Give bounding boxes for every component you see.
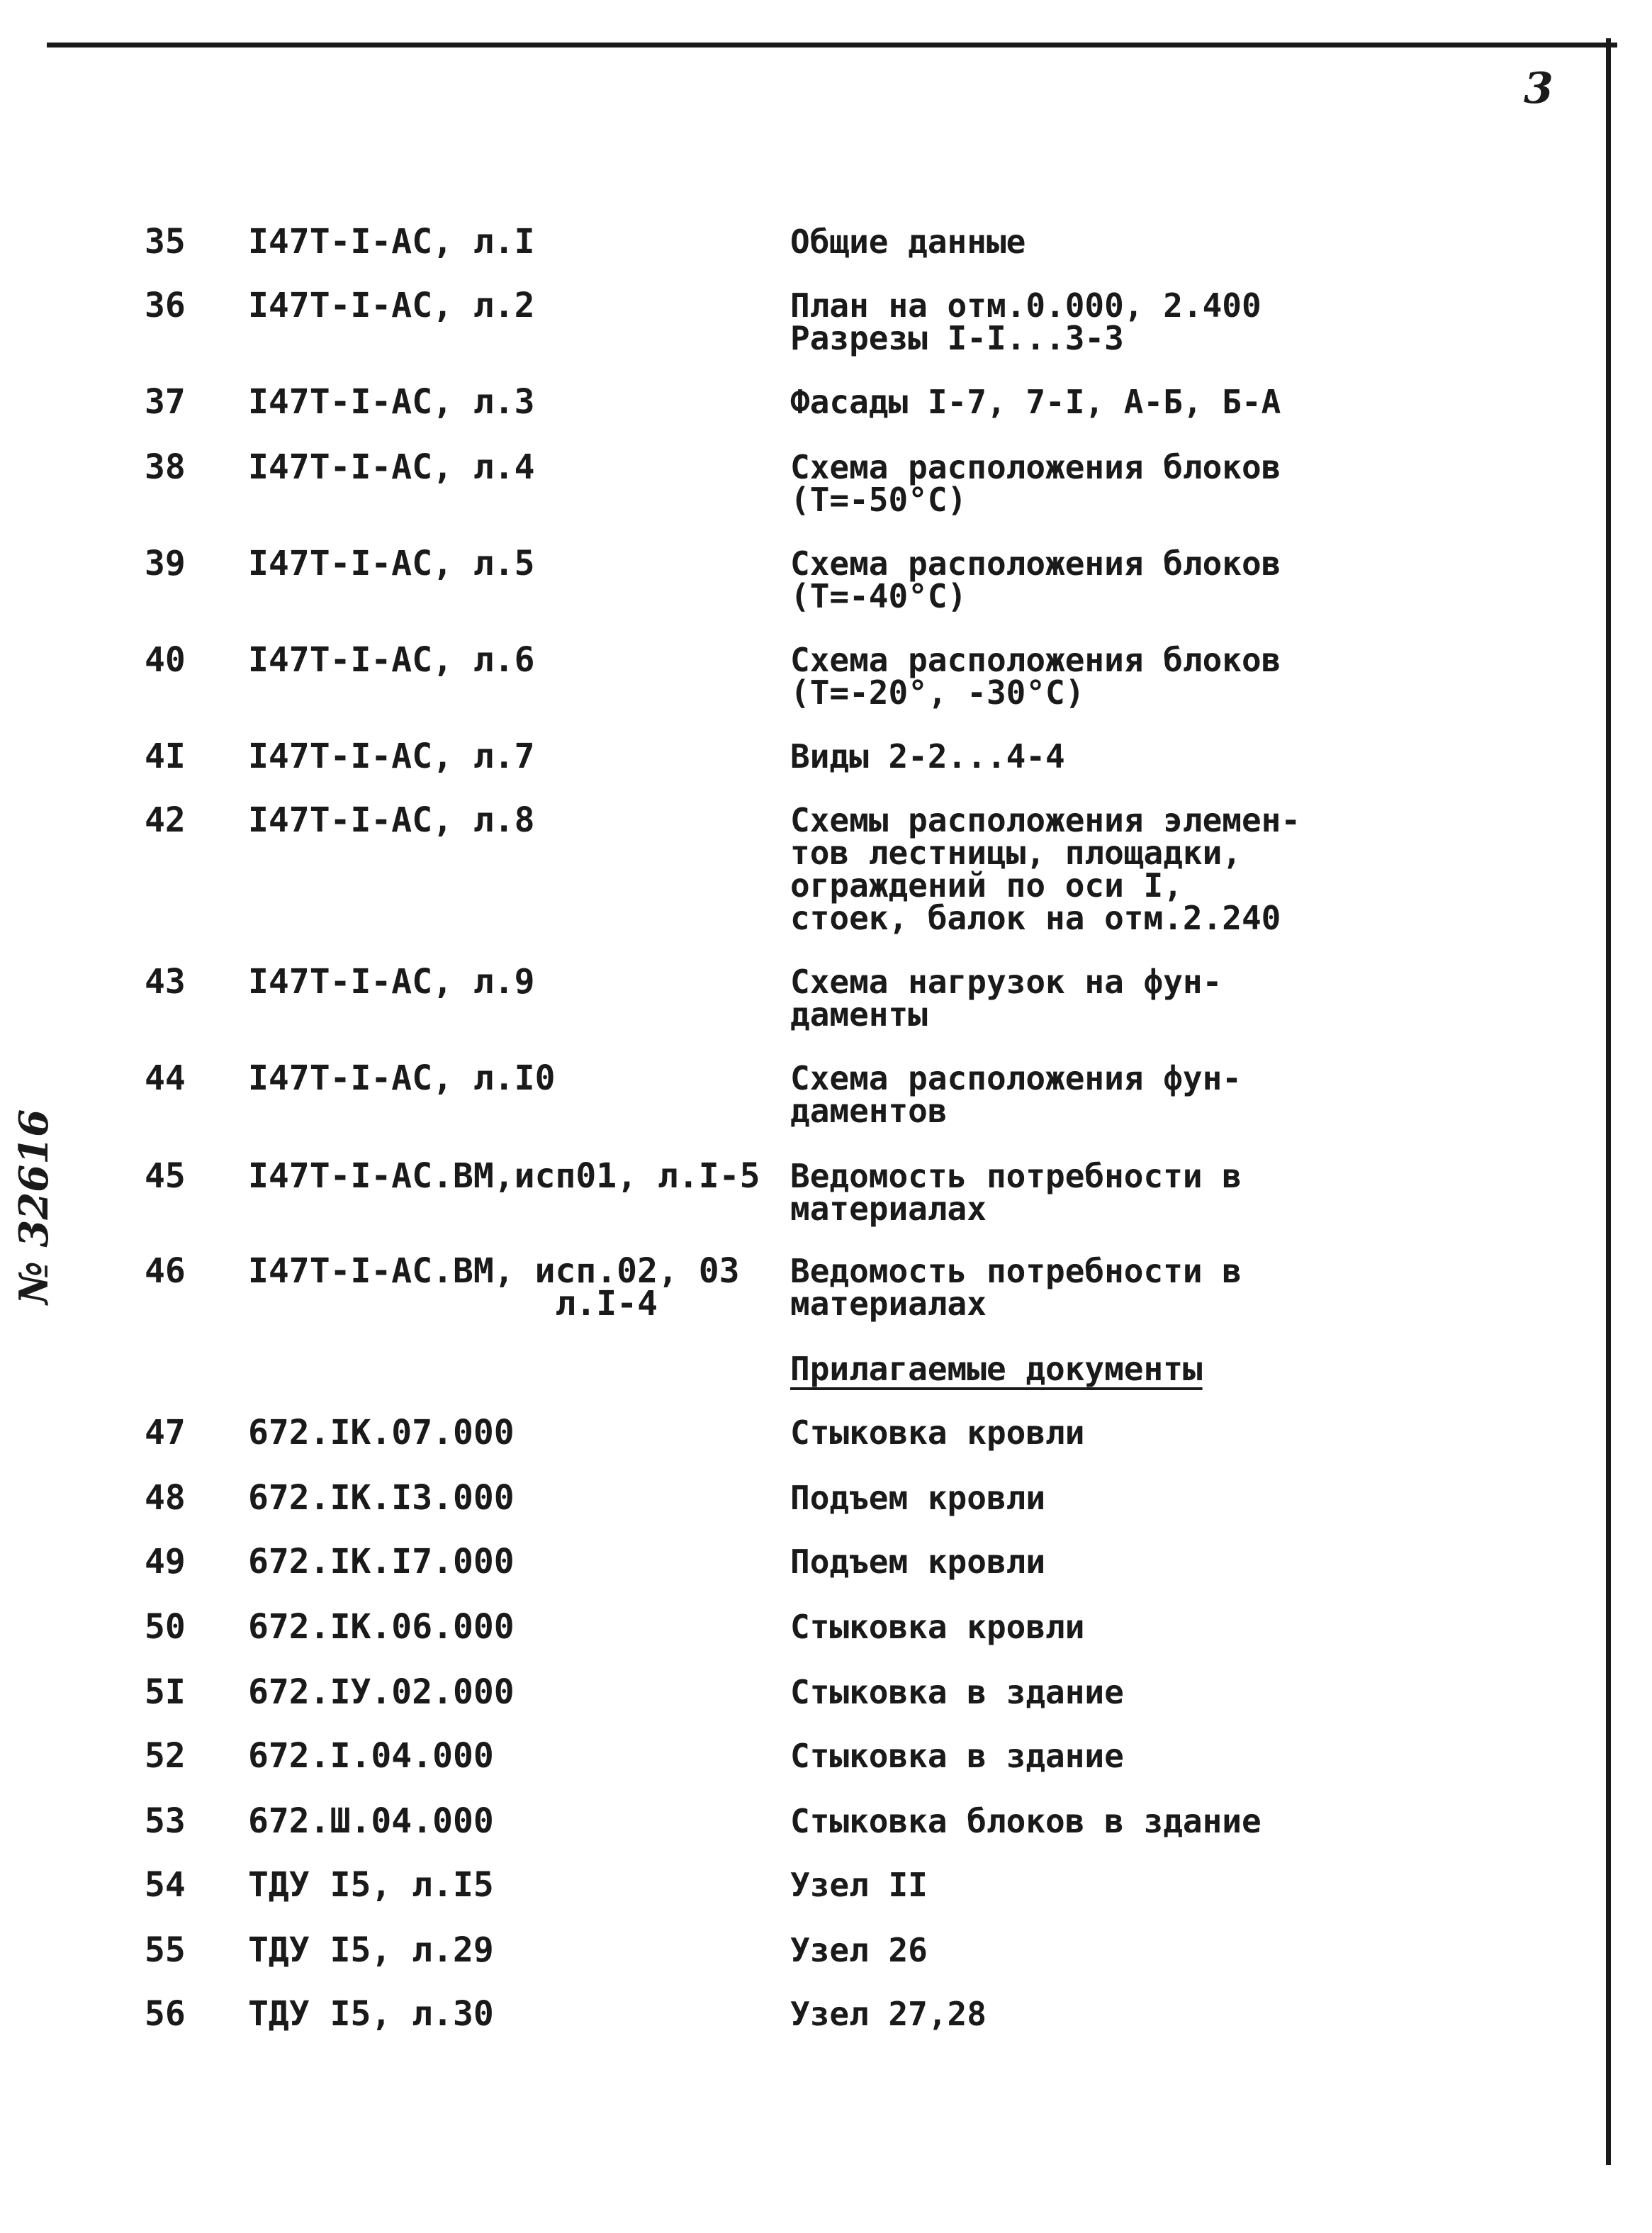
frame-right-border bbox=[1606, 38, 1611, 2165]
item-description: Виды 2-2...4-4 bbox=[790, 737, 1065, 776]
item-code: I47T-I-AC.BM, исп.02, 03 л.I-4 bbox=[248, 1251, 740, 1323]
item-code: I47T-I-AC.BM,исп01, л.I-5 bbox=[248, 1156, 760, 1196]
item-description: Схема расположения блоков (T=-20°, -30°C) bbox=[790, 641, 1281, 712]
item-number: 4I bbox=[145, 737, 186, 776]
item-number: 56 bbox=[145, 1994, 186, 2034]
item-code: ТДУ I5, л.I5 bbox=[248, 1865, 494, 1905]
item-description: Подъем кровли bbox=[790, 1479, 1046, 1517]
item-code: I47T-I-AC, л.6 bbox=[248, 640, 535, 680]
item-number: 55 bbox=[145, 1930, 186, 1970]
item-description: Ведомость потребности в материалах bbox=[790, 1157, 1242, 1228]
item-code: I47T-I-AC, л.7 bbox=[248, 737, 535, 776]
item-number: 52 bbox=[145, 1736, 186, 1776]
item-number: 44 bbox=[145, 1058, 186, 1098]
page-number: 3 bbox=[1524, 64, 1553, 113]
item-number: 48 bbox=[145, 1478, 186, 1518]
item-description: Узел 27,28 bbox=[790, 1995, 987, 2033]
item-number: 39 bbox=[145, 544, 186, 583]
item-code: I47T-I-AC, л.5 bbox=[248, 544, 535, 583]
item-code: 672.IK.I3.000 bbox=[248, 1478, 515, 1518]
item-code: 672.IУ.02.000 bbox=[248, 1672, 515, 1712]
item-description: Стыковка кровли bbox=[790, 1414, 1085, 1452]
item-number: 47 bbox=[145, 1413, 186, 1453]
item-number: 49 bbox=[145, 1542, 186, 1582]
item-code: ТДУ I5, л.30 bbox=[248, 1994, 494, 2034]
section-heading: Прилагаемые документы bbox=[790, 1350, 1203, 1388]
item-code: 672.IK.06.000 bbox=[248, 1607, 515, 1647]
item-description: Узел II bbox=[790, 1866, 928, 1904]
item-number: 46 bbox=[145, 1251, 186, 1291]
item-code: I47T-I-AC, л.I0 bbox=[248, 1058, 556, 1098]
item-code: ТДУ I5, л.29 bbox=[248, 1930, 494, 1970]
item-description: План на отм.0.000, 2.400 Разрезы I-I...3-3 bbox=[790, 286, 1262, 357]
item-description: Схема расположения фун- даментов bbox=[790, 1059, 1242, 1130]
item-code: I47T-I-AC, л.3 bbox=[248, 382, 535, 422]
item-description: Стыковка блоков в здание bbox=[790, 1802, 1262, 1840]
item-number: 54 bbox=[145, 1865, 186, 1905]
item-description: Стыковка в здание bbox=[790, 1673, 1124, 1711]
item-number: 37 bbox=[145, 382, 186, 422]
item-description: Ведомость потребности в материалах bbox=[790, 1252, 1242, 1323]
item-description: Схемы расположения элемен- тов лестницы, площадки, ограждений по оси I, стоек, балок на отм.2.240 bbox=[790, 801, 1301, 937]
item-description: Общие данные bbox=[790, 223, 1026, 261]
frame-top-border bbox=[47, 43, 1617, 47]
item-description: Схема нагрузок на фун- даменты bbox=[790, 963, 1223, 1034]
item-code: I47T-I-AC, л.2 bbox=[248, 286, 535, 325]
item-number: 35 bbox=[145, 222, 186, 262]
item-number: 45 bbox=[145, 1156, 186, 1196]
item-code: I47T-I-AC, л.9 bbox=[248, 962, 535, 1002]
item-number: 40 bbox=[145, 640, 186, 680]
item-code: 672.Ш.04.000 bbox=[248, 1801, 494, 1841]
item-code: 672.I.04.000 bbox=[248, 1736, 494, 1776]
item-code: I47T-I-AC, л.I bbox=[248, 222, 535, 262]
item-number: 43 bbox=[145, 962, 186, 1002]
item-description: Схема расположения блоков (T=-40°C) bbox=[790, 544, 1281, 615]
item-code: I47T-I-AC, л.4 bbox=[248, 447, 535, 487]
item-number: 50 bbox=[145, 1607, 186, 1647]
item-description: Подъем кровли bbox=[790, 1543, 1046, 1581]
item-number: 53 bbox=[145, 1801, 186, 1841]
item-description: Стыковка в здание bbox=[790, 1737, 1124, 1775]
item-code: I47T-I-AC, л.8 bbox=[248, 800, 535, 840]
item-description: Стыковка кровли bbox=[790, 1608, 1085, 1646]
item-number: 38 bbox=[145, 447, 186, 487]
item-number: 42 bbox=[145, 800, 186, 840]
item-description: Фасады I-7, 7-I, А-Б, Б-А bbox=[790, 383, 1281, 421]
archive-number: № 32616 bbox=[11, 1109, 57, 1304]
item-code: 672.IK.I7.000 bbox=[248, 1542, 515, 1582]
item-code: 672.IK.07.000 bbox=[248, 1413, 515, 1453]
item-number: 5I bbox=[145, 1672, 186, 1712]
item-description: Узел 26 bbox=[790, 1931, 928, 1969]
item-description: Схема расположения блоков (T=-50°C) bbox=[790, 448, 1281, 519]
item-number: 36 bbox=[145, 286, 186, 325]
